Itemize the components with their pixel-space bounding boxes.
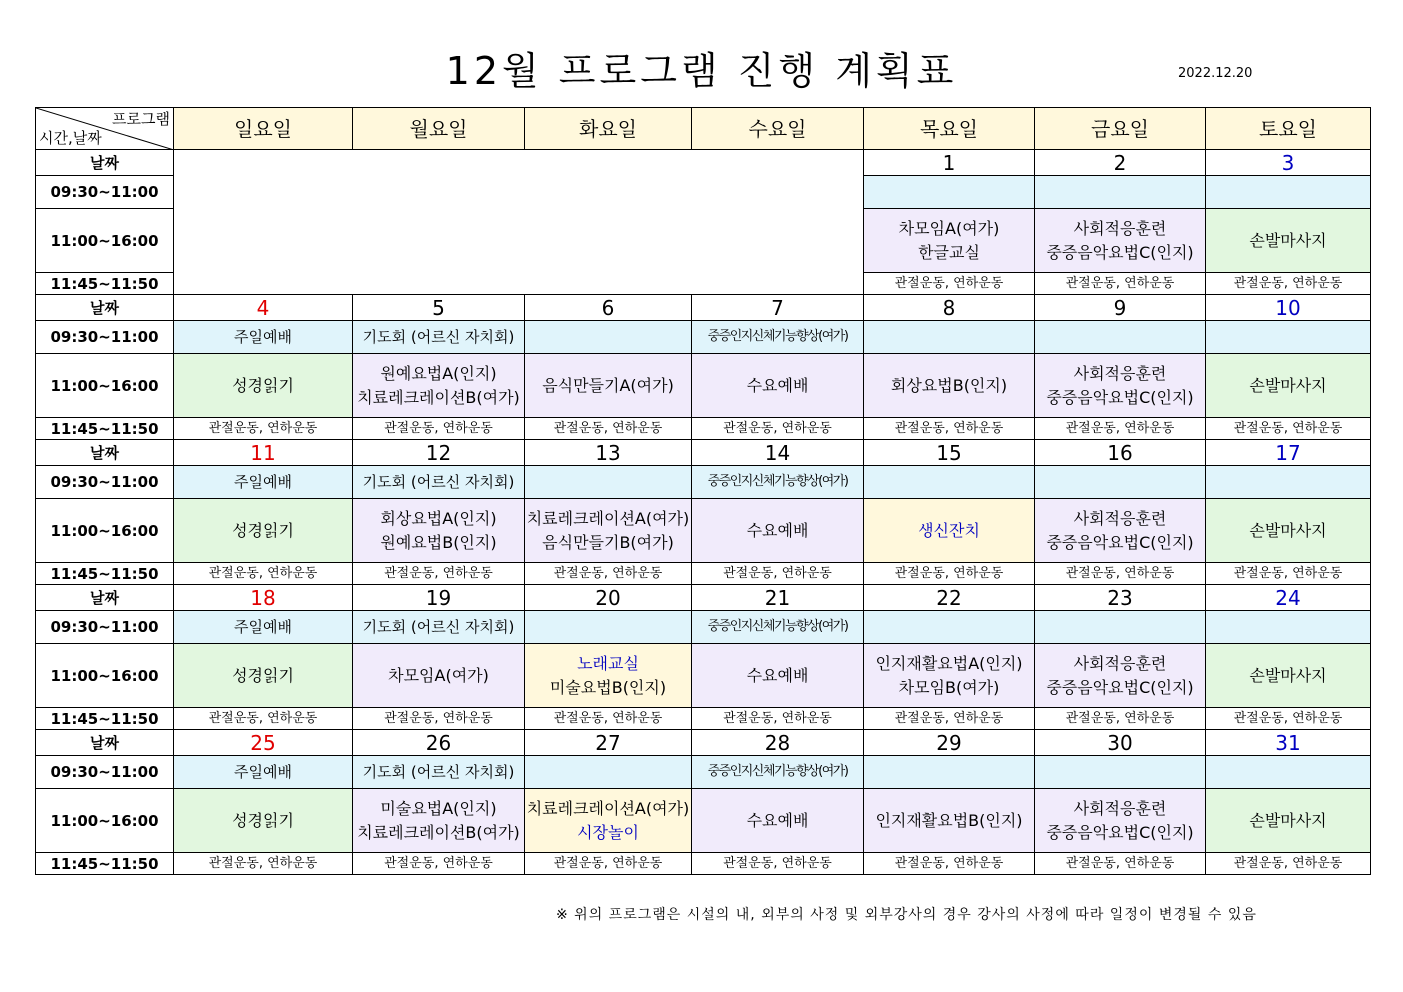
saturday-program-cell: 손발마사지 <box>1206 354 1371 418</box>
thursday-program-cell: 인지재활요법B(인지) <box>864 789 1035 853</box>
date-cell: 20 <box>525 585 692 611</box>
exercise-cell: 관절운동, 연하운동 <box>864 418 1035 440</box>
am-cell <box>525 466 692 499</box>
wednesday-program-cell: 수요예배 <box>692 789 864 853</box>
sunday-program-cell: 성경읽기 <box>174 644 353 708</box>
program-line: 음식만들기B(여가) <box>542 532 674 552</box>
am-cell <box>1206 756 1371 789</box>
program-line: 중증음악요법C(인지) <box>1046 822 1194 842</box>
time-label-pm: 11:00~16:00 <box>36 499 174 563</box>
day-header-tuesday: 화요일 <box>525 108 692 150</box>
program-line: 치료레크레이션B(여가) <box>357 822 520 842</box>
am-cell <box>1206 176 1371 209</box>
am-cell <box>864 176 1035 209</box>
exercise-cell: 관절운동, 연하운동 <box>1035 273 1206 295</box>
date-cell: 19 <box>353 585 525 611</box>
date-label: 날짜 <box>36 585 174 611</box>
monday-program-cell: 차모임A(여가) <box>353 644 525 708</box>
date-cell: 21 <box>692 585 864 611</box>
exercise-cell: 관절운동, 연하운동 <box>353 418 525 440</box>
am-cell <box>525 611 692 644</box>
sunday-program-cell: 성경읽기 <box>174 354 353 418</box>
am-cell <box>1035 611 1206 644</box>
am-cell <box>864 756 1035 789</box>
week5-date-row <box>36 730 1371 756</box>
week3-exercise-row <box>36 563 1371 585</box>
thursday-program-cell <box>864 209 1035 273</box>
document-date: 2022.12.20 <box>1178 66 1253 81</box>
date-cell: 27 <box>525 730 692 756</box>
exercise-cell: 관절운동, 연하운동 <box>1035 418 1206 440</box>
program-line: 사회적응훈련 <box>1073 799 1167 819</box>
week3-date-row <box>36 440 1371 466</box>
corner-label-program: 프로그램 <box>112 110 170 128</box>
program-line: 원예요법B(인지) <box>380 532 497 552</box>
time-label-exercise: 11:45~11:50 <box>36 563 174 585</box>
am-cell <box>1035 466 1206 499</box>
date-cell: 16 <box>1035 440 1206 466</box>
program-line: 치료레크레이션B(여가) <box>357 387 520 407</box>
monday-program-cell <box>353 789 525 853</box>
monday-am-cell: 기도회 (어르신 자치회) <box>353 611 525 644</box>
empty-cell <box>174 150 864 295</box>
time-label-am: 09:30~11:00 <box>36 176 174 209</box>
week5-am-row <box>36 756 1371 789</box>
sunday-am-cell: 주일예배 <box>174 466 353 499</box>
exercise-cell: 관절운동, 연하운동 <box>692 708 864 730</box>
week2-pm-row <box>36 354 1371 418</box>
exercise-cell: 관절운동, 연하운동 <box>692 563 864 585</box>
tuesday-program-cell <box>525 499 692 563</box>
program-line: 중증음악요법C(인지) <box>1046 242 1194 262</box>
date-label: 날짜 <box>36 295 174 321</box>
sunday-am-cell: 주일예배 <box>174 756 353 789</box>
program-line: 사회적응훈련 <box>1073 509 1167 529</box>
corner-label-time-date: 시간,날짜 <box>39 129 102 147</box>
program-line: 차모임B(여가) <box>898 677 1000 697</box>
date-cell: 22 <box>864 585 1035 611</box>
monday-am-cell: 기도회 (어르신 자치회) <box>353 466 525 499</box>
program-line: 중증음악요법C(인지) <box>1046 677 1194 697</box>
monday-am-cell: 기도회 (어르신 자치회) <box>353 756 525 789</box>
date-cell-sunday: 25 <box>174 730 353 756</box>
program-line: 사회적응훈련 <box>1073 364 1167 384</box>
time-label-am: 09:30~11:00 <box>36 756 174 789</box>
tuesday-program-cell: 음식만들기A(여가) <box>525 354 692 418</box>
sunday-am-cell: 주일예배 <box>174 611 353 644</box>
program-line: 사회적응훈련 <box>1073 219 1167 239</box>
exercise-cell: 관절운동, 연하운동 <box>353 853 525 875</box>
time-label-pm: 11:00~16:00 <box>36 644 174 708</box>
date-cell: 8 <box>864 295 1035 321</box>
header-row <box>36 108 1371 150</box>
day-header-wednesday: 수요일 <box>692 108 864 150</box>
exercise-cell: 관절운동, 연하운동 <box>1206 563 1371 585</box>
date-cell: 5 <box>353 295 525 321</box>
exercise-cell: 관절운동, 연하운동 <box>174 853 353 875</box>
program-line: 차모임A(여가) <box>898 219 1000 239</box>
day-header-sunday: 일요일 <box>174 108 353 150</box>
exercise-cell: 관절운동, 연하운동 <box>525 708 692 730</box>
sunday-program-cell: 성경읽기 <box>174 789 353 853</box>
tuesday-program-cell <box>525 644 692 708</box>
friday-program-cell <box>1035 644 1206 708</box>
friday-program-cell <box>1035 354 1206 418</box>
time-label-am: 09:30~11:00 <box>36 321 174 354</box>
exercise-cell: 관절운동, 연하운동 <box>864 708 1035 730</box>
am-cell <box>864 321 1035 354</box>
date-cell: 9 <box>1035 295 1206 321</box>
wednesday-program-cell: 수요예배 <box>692 354 864 418</box>
sunday-am-cell: 주일예배 <box>174 321 353 354</box>
wednesday-program-cell: 수요예배 <box>692 499 864 563</box>
exercise-cell: 관절운동, 연하운동 <box>353 708 525 730</box>
schedule-table <box>35 107 1371 875</box>
wednesday-am-cell: 중증인지신체기능향상(여가) <box>692 611 864 644</box>
am-cell <box>1206 611 1371 644</box>
week3-am-row <box>36 466 1371 499</box>
program-line: 회상요법A(인지) <box>380 509 497 529</box>
exercise-cell: 관절운동, 연하운동 <box>864 273 1035 295</box>
exercise-cell: 관절운동, 연하운동 <box>1035 708 1206 730</box>
exercise-cell: 관절운동, 연하운동 <box>1206 708 1371 730</box>
date-label: 날짜 <box>36 150 174 176</box>
am-cell <box>864 611 1035 644</box>
am-cell <box>864 466 1035 499</box>
date-cell-saturday: 24 <box>1206 585 1371 611</box>
program-line: 중증음악요법C(인지) <box>1046 387 1194 407</box>
week5-exercise-row <box>36 853 1371 875</box>
week2-date-row <box>36 295 1371 321</box>
program-line: 미술요법B(인지) <box>549 677 667 697</box>
am-cell <box>1035 321 1206 354</box>
saturday-program-cell: 손발마사지 <box>1206 789 1371 853</box>
exercise-cell: 관절운동, 연하운동 <box>174 563 353 585</box>
program-line: 치료레크레이션A(여가) <box>526 799 690 819</box>
date-cell: 1 <box>864 150 1035 176</box>
thursday-program-cell: 회상요법B(인지) <box>864 354 1035 418</box>
friday-program-cell <box>1035 499 1206 563</box>
saturday-program-cell: 손발마사지 <box>1206 209 1371 273</box>
date-cell: 2 <box>1035 150 1206 176</box>
week4-pm-row <box>36 644 1371 708</box>
program-line: 노래교실 <box>577 654 639 674</box>
exercise-cell: 관절운동, 연하운동 <box>353 563 525 585</box>
date-cell: 23 <box>1035 585 1206 611</box>
monday-program-cell <box>353 354 525 418</box>
date-cell-sunday: 4 <box>174 295 353 321</box>
program-line: 미술요법A(인지) <box>380 799 497 819</box>
exercise-cell: 관절운동, 연하운동 <box>692 418 864 440</box>
week4-exercise-row <box>36 708 1371 730</box>
corner-cell <box>36 108 174 150</box>
exercise-cell: 관절운동, 연하운동 <box>525 853 692 875</box>
time-label-exercise: 11:45~11:50 <box>36 708 174 730</box>
time-label-am: 09:30~11:00 <box>36 466 174 499</box>
exercise-cell: 관절운동, 연하운동 <box>1035 853 1206 875</box>
program-line: 사회적응훈련 <box>1073 654 1167 674</box>
saturday-program-cell: 손발마사지 <box>1206 644 1371 708</box>
time-label-exercise: 11:45~11:50 <box>36 273 174 295</box>
page-title: 12월 프로그램 진행 계획표 <box>445 49 958 93</box>
friday-program-cell <box>1035 209 1206 273</box>
footnote: ※ 위의 프로그램은 시설의 내, 외부의 사정 및 외부강사의 경우 강사의 사정에 따라 일정이 변경될 수 있음 <box>556 907 1257 923</box>
wednesday-am-cell: 중증인지신체기능향상(여가) <box>692 466 864 499</box>
friday-program-cell <box>1035 789 1206 853</box>
tuesday-program-cell <box>525 789 692 853</box>
am-cell <box>525 321 692 354</box>
program-line: 치료레크레이션A(여가) <box>526 509 690 529</box>
exercise-cell: 관절운동, 연하운동 <box>864 853 1035 875</box>
date-cell: 15 <box>864 440 1035 466</box>
monday-am-cell: 기도회 (어르신 자치회) <box>353 321 525 354</box>
date-cell-sunday: 18 <box>174 585 353 611</box>
week3-pm-row <box>36 499 1371 563</box>
date-cell: 13 <box>525 440 692 466</box>
exercise-cell: 관절운동, 연하운동 <box>174 708 353 730</box>
time-label-exercise: 11:45~11:50 <box>36 418 174 440</box>
am-cell <box>1035 176 1206 209</box>
week4-date-row <box>36 585 1371 611</box>
exercise-cell: 관절운동, 연하운동 <box>1035 563 1206 585</box>
day-header-monday: 월요일 <box>353 108 525 150</box>
exercise-cell: 관절운동, 연하운동 <box>525 418 692 440</box>
date-cell: 30 <box>1035 730 1206 756</box>
exercise-cell: 관절운동, 연하운동 <box>1206 853 1371 875</box>
date-cell-saturday: 31 <box>1206 730 1371 756</box>
time-label-exercise: 11:45~11:50 <box>36 853 174 875</box>
thursday-program-cell <box>864 644 1035 708</box>
date-cell: 6 <box>525 295 692 321</box>
date-cell: 14 <box>692 440 864 466</box>
date-cell-sunday: 11 <box>174 440 353 466</box>
exercise-cell: 관절운동, 연하운동 <box>174 418 353 440</box>
date-label: 날짜 <box>36 440 174 466</box>
monday-program-cell <box>353 499 525 563</box>
date-cell: 12 <box>353 440 525 466</box>
saturday-program-cell: 손발마사지 <box>1206 499 1371 563</box>
time-label-am: 09:30~11:00 <box>36 611 174 644</box>
time-label-pm: 11:00~16:00 <box>36 789 174 853</box>
date-cell-saturday: 10 <box>1206 295 1371 321</box>
exercise-cell: 관절운동, 연하운동 <box>1206 418 1371 440</box>
date-cell-saturday: 17 <box>1206 440 1371 466</box>
week5-pm-row <box>36 789 1371 853</box>
program-line: 원예요법A(인지) <box>380 364 497 384</box>
am-cell <box>1035 756 1206 789</box>
am-cell <box>1206 321 1371 354</box>
wednesday-program-cell: 수요예배 <box>692 644 864 708</box>
exercise-cell: 관절운동, 연하운동 <box>1206 273 1371 295</box>
am-cell <box>1206 466 1371 499</box>
date-cell: 28 <box>692 730 864 756</box>
date-cell: 26 <box>353 730 525 756</box>
week2-exercise-row <box>36 418 1371 440</box>
exercise-cell: 관절운동, 연하운동 <box>525 563 692 585</box>
exercise-cell: 관절운동, 연하운동 <box>692 853 864 875</box>
week4-am-row <box>36 611 1371 644</box>
day-header-friday: 금요일 <box>1035 108 1206 150</box>
time-label-pm: 11:00~16:00 <box>36 209 174 273</box>
wednesday-am-cell: 중증인지신체기능향상(여가) <box>692 321 864 354</box>
program-line: 시장놀이 <box>577 822 639 842</box>
date-cell: 29 <box>864 730 1035 756</box>
exercise-cell: 관절운동, 연하운동 <box>864 563 1035 585</box>
week1-date-row <box>36 150 1371 176</box>
program-line: 한글교실 <box>918 242 980 262</box>
day-header-saturday: 토요일 <box>1206 108 1371 150</box>
time-label-pm: 11:00~16:00 <box>36 354 174 418</box>
wednesday-am-cell: 중증인지신체기능향상(여가) <box>692 756 864 789</box>
week2-am-row <box>36 321 1371 354</box>
date-cell: 7 <box>692 295 864 321</box>
program-line: 중증음악요법C(인지) <box>1046 532 1194 552</box>
sunday-program-cell: 성경읽기 <box>174 499 353 563</box>
day-header-thursday: 목요일 <box>864 108 1035 150</box>
program-line: 인지재활요법A(인지) <box>875 654 1023 674</box>
am-cell <box>525 756 692 789</box>
thursday-program-cell: 생신잔치 <box>864 499 1035 563</box>
date-label: 날짜 <box>36 730 174 756</box>
date-cell-saturday: 3 <box>1206 150 1371 176</box>
